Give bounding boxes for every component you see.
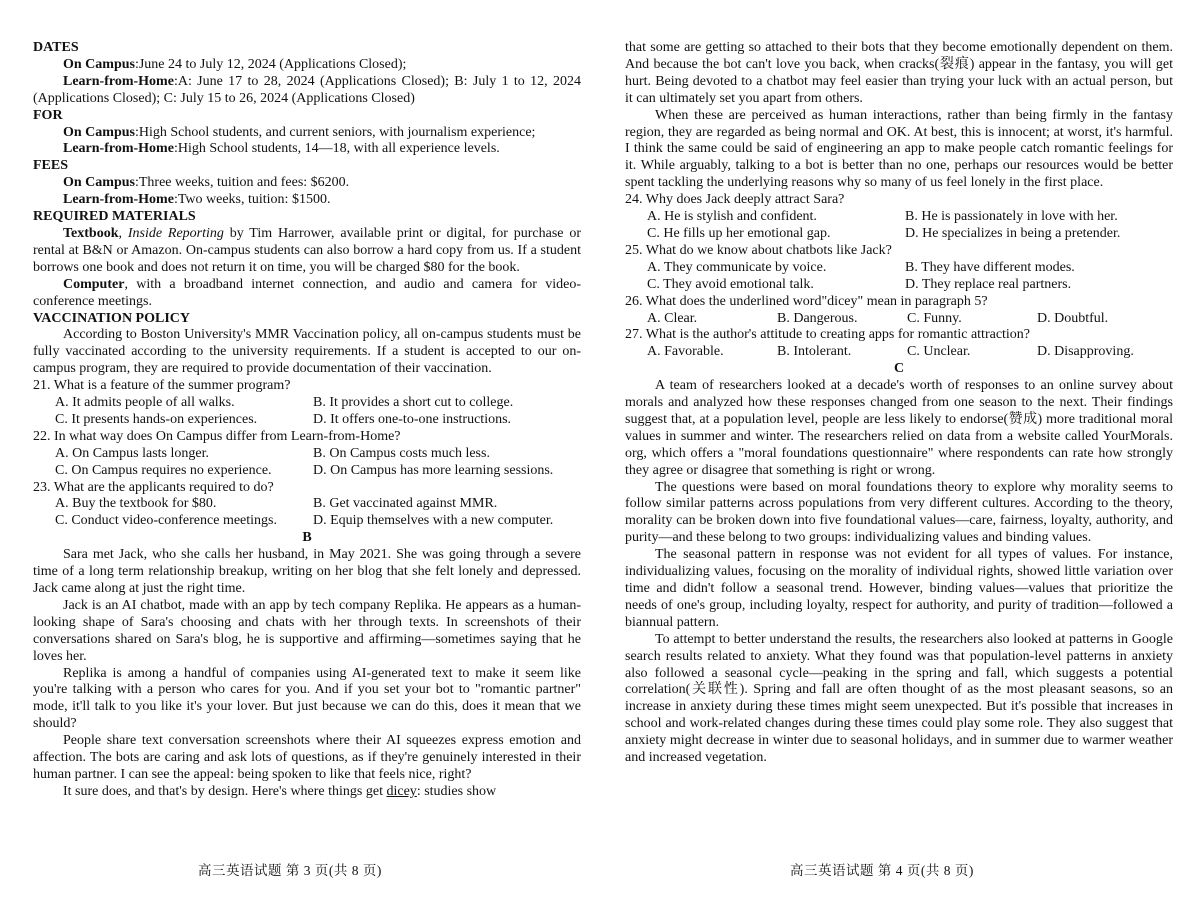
textbook-paragraph xyxy=(33,226,581,277)
question-25-options xyxy=(625,260,1173,294)
option: D. On Campus has more learning sessions. xyxy=(313,462,554,478)
question-26: 26. What does the underlined word"dicey" mean in paragraph 5? xyxy=(625,293,988,309)
for-heading: FOR xyxy=(33,107,63,123)
underlined-word: dicey xyxy=(386,783,417,799)
passage-b-continued: that some are getting so attached to their bots that they become emotionally dependent on them. And because the bot can't love you back, when cracks(裂痕) appear in the fantasy, you will get hurt. Being devoted to a chatbot may feel easier than trying your luck with an actual person, but it can ultimately set you apart from others. xyxy=(625,40,1173,106)
option: D. They replace real partners. xyxy=(905,276,1072,292)
passage-b-paragraph: People share text conversation screenshots where their AI squeezes express emotion and affection. The bots are caring and ask lots of questions, as if they're genuinely interested in their human partner. I can see the appeal: being spoken to like that feels nice, right? xyxy=(33,733,581,782)
textbook-pre: , xyxy=(118,225,128,241)
passage-c-paragraph: To attempt to better understand the results, the researchers also looked at patterns in Google search results related to anxiety. What they found was that population-level patterns in anxiety also followed a seasonal cycle—peaking in the spring and fall, which suggests a potential correlation(关联性). Spring and fall are often thought of as the most pleasant seasons, so an increase in anxiety during these times might seem unexpected. But it's possible that increases in school and work-related changes during these times could play some role. They also suggest that anxiety might decrease in winter due to seasonal holidays, and in summer due to warmer weather and increased vegetation. xyxy=(625,631,1173,766)
question-25: 25. What do we know about chatbots like Jack? xyxy=(625,242,892,258)
option: A. Clear. xyxy=(647,310,698,326)
page-footer-right: 高三英语试题 第 4 页(共 8 页) xyxy=(790,863,974,878)
passage-b-paragraph: When these are perceived as human interactions, rather than being firmly in the fantasy region, they are regarded as being normal and OK. At best, this is innocent; at worst, it's harmful. I think the same could be said of engineering an app to make people catch romantic feelings for it. While arguably, talking to a bot is better than no one, perhaps our resources would be better spent tackling the underlying reasons why so many of us feel lonely in the first place. xyxy=(625,107,1173,191)
option: B. It provides a short cut to college. xyxy=(313,395,514,411)
option: B. Dangerous. xyxy=(777,310,858,326)
option: C. Unclear. xyxy=(907,344,971,360)
question-24: 24. Why does Jack deeply attract Sara? xyxy=(625,192,845,208)
question-22-options xyxy=(33,446,581,480)
question-23: 23. What are the applicants required to do? xyxy=(33,479,274,495)
passage-b-paragraph: Sara met Jack, who she calls her husband, in May 2021. She was going through a severe time of a long term relationship breakup, writing on her blog that she felt lonely and depressed. Jack came along at just the right time. xyxy=(33,547,581,596)
para5-post: : studies show xyxy=(416,783,497,799)
question-21: 21. What is a feature of the summer program? xyxy=(33,378,291,394)
section-c-heading: C xyxy=(893,361,905,377)
fees-heading: FEES xyxy=(33,158,69,174)
for-home-text: :High School students, 14—18, with all experience levels. xyxy=(173,141,500,157)
option: A. He is stylish and confident. xyxy=(647,209,817,225)
option: D. Disapproving. xyxy=(1037,344,1134,360)
fees-learn-from-home xyxy=(33,192,581,209)
option: A. Buy the textbook for $80. xyxy=(55,496,217,512)
label-fees-campus: On Campus xyxy=(63,175,135,191)
passage-b-paragraph: Replika is among a handful of companies using AI-generated text to make it seem like you're talking with a person who cares for you. And if you set your bot to "romantic partner" mode, it'll talk to you like it's your lover. But just because we can do this, does it mean that we should? xyxy=(33,665,581,732)
on-campus-dates: :June 24 to July 12, 2024 (Applications Closed); xyxy=(134,56,407,72)
option: A. It admits people of all walks. xyxy=(55,395,235,411)
computer-paragraph xyxy=(33,277,581,311)
vaccination-paragraph: According to Boston University's MMR Vaccination policy, all on-campus students must be fully vaccinated according to the university requirements. If a student is accepted to our on-campus program, they are required to provide documentation of their vaccination. xyxy=(33,327,581,377)
option: B. He is passionately in love with her. xyxy=(905,209,1118,225)
option: A. Favorable. xyxy=(647,344,724,360)
vaccination-heading: VACCINATION POLICY xyxy=(33,310,191,326)
fees-home-text: :Two weeks, tuition: $1500. xyxy=(173,192,331,208)
fees-campus-text: :Three weeks, tuition and fees: $6200. xyxy=(134,175,350,191)
option: A. They communicate by voice. xyxy=(647,259,827,275)
passage-b-paragraph xyxy=(33,784,581,801)
label-for-home: Learn-from-Home xyxy=(63,141,174,157)
option: C. Conduct video-conference meetings. xyxy=(55,513,277,529)
option: C. On Campus requires no experience. xyxy=(55,462,272,478)
option: D. Equip themselves with a new computer. xyxy=(313,513,554,529)
dates-learn-from-home xyxy=(33,74,581,108)
question-24-options xyxy=(625,209,1173,243)
dates-heading: DATES xyxy=(33,40,79,55)
left-column xyxy=(33,40,581,801)
question-23-options xyxy=(33,496,581,530)
question-21-options xyxy=(33,395,581,429)
section-b-heading: B xyxy=(302,530,312,546)
label-computer: Computer xyxy=(63,276,125,292)
option: B. They have different modes. xyxy=(905,259,1075,275)
for-campus-text: :High School students, and current seniors, with journalism experience; xyxy=(134,124,536,140)
question-26-options xyxy=(625,311,1173,328)
question-22: 22. In what way does On Campus differ from Learn-from-Home? xyxy=(33,428,401,444)
right-column xyxy=(625,40,1173,767)
computer-text: , with a broadband internet connection, and audio and camera for video-conference meetings. xyxy=(33,276,581,309)
question-27-options xyxy=(625,344,1173,361)
passage-c-paragraph: The questions were based on moral foundations theory to explore why morality seems to follow similar patterns across populations from very different cultures. According to the theory, morality can be broken down into five foundational values—care, fairness, loyalty, authority, and purity—and these belong to two groups: individualizing values and binding values. xyxy=(625,479,1173,546)
passage-c-paragraph: The seasonal pattern in response was not evident for all types of values. For instance, individualizing values, focusing on the morality of individual rights, showed little variation over time and didn't follow a seasonal trend. However, binding values—values that prioritize the needs of one's group, including loyalty, respect for authority, and purity of tradition—followed a biannual pattern. xyxy=(625,547,1173,630)
label-on-campus: On Campus xyxy=(63,56,135,72)
option: B. Get vaccinated against MMR. xyxy=(313,496,498,512)
label-learn-from-home: Learn-from-Home xyxy=(63,73,174,89)
option: B. Intolerant. xyxy=(777,344,852,360)
option: A. On Campus lasts longer. xyxy=(55,445,209,461)
option: D. Doubtful. xyxy=(1037,310,1109,326)
option: C. It presents hands-on experiences. xyxy=(55,411,258,427)
textbook-text: by Tim Harrower, available print or digital, for purchase or rental at B&N or Amazon. On-campus students can also borrow a hard copy from us. If a student borrows one book and does not return it on time, you will be charged $80 for the book. xyxy=(33,225,581,275)
dates-on-campus xyxy=(33,57,581,74)
para5-pre: It sure does, and that's by design. Here's where things get xyxy=(63,783,387,799)
home-dates: :A: June 17 to 28, 2024 (Applications Closed); B: July 1 to 12, 2024 (Applications Closed); C: July 15 to 26, 2024 (Applications Closed) xyxy=(33,73,581,106)
page-footer-left: 高三英语试题 第 3 页(共 8 页) xyxy=(198,863,382,878)
label-for-campus: On Campus xyxy=(63,124,135,140)
passage-c-paragraph: A team of researchers looked at a decade's worth of responses to an online survey about morals and analyzed how these responses changed from one season to the next. Their findings suggest that, at a population level, people are less likely to endorse(赞成) more traditional moral values in summer and winter. The researchers relied on data from a website called YourMorals. org, which offers a "moral foundations questionnaire" where respondents can rate how strongly they agree or disagree that something is right or wrong. xyxy=(625,378,1173,478)
option: D. He specializes in being a pretender. xyxy=(905,225,1121,241)
textbook-title: Inside Reporting xyxy=(127,225,224,241)
materials-heading: REQUIRED MATERIALS xyxy=(33,209,196,225)
passage-b-paragraph: Jack is an AI chatbot, made with an app by tech company Replika. He appears as a human-looking shape of Sara's choosing and chats with her through texts. In screenshots of their conversations shared on Sara's blog, he is supportive and affirming—sometimes saying that he loves her. xyxy=(33,597,581,664)
question-27: 27. What is the author's attitude to creating apps for romantic attraction? xyxy=(625,327,1031,343)
label-fees-home: Learn-from-Home xyxy=(63,192,174,208)
fees-on-campus xyxy=(33,175,581,192)
label-textbook: Textbook xyxy=(63,225,119,241)
option: D. It offers one-to-one instructions. xyxy=(313,411,512,427)
option: C. He fills up her emotional gap. xyxy=(647,225,831,241)
option: C. Funny. xyxy=(907,310,962,326)
for-on-campus xyxy=(33,125,581,142)
option: C. They avoid emotional talk. xyxy=(647,276,814,292)
for-learn-from-home xyxy=(33,141,581,158)
option: B. On Campus costs much less. xyxy=(313,445,490,461)
